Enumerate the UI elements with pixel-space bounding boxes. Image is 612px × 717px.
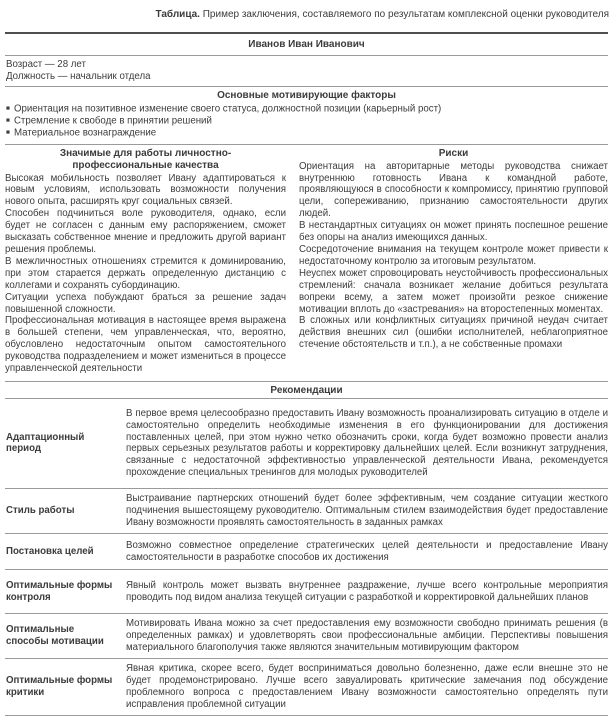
- rec-label: Адаптационный период: [5, 399, 126, 489]
- recommendations-title: Рекомендации: [270, 384, 343, 396]
- bullet-text: Ориентация на позитивное изменение своего статуса, должностной позиции (карьерный рост): [13, 103, 442, 115]
- table-row: [5, 614, 608, 659]
- paragraph: Высокая мобильность позволяет Ивану адаптироваться к новым условиям, использовать возможности получения нового опыта, расширять круг социальных связей.: [5, 172, 286, 208]
- recommendations-header: [5, 382, 608, 399]
- square-bullet-icon: ■: [6, 129, 10, 137]
- rec-label: Оптимальные формы контроля: [5, 570, 126, 614]
- motivators-section: [5, 87, 608, 145]
- bullet-item: [6, 115, 608, 127]
- person-name: Иванов Иван Иванович: [5, 34, 608, 56]
- rec-label: Оптимальные способы мотивации: [5, 614, 126, 659]
- bullet-item: [6, 103, 608, 115]
- assessment-table: [5, 32, 608, 717]
- paragraph: Ориентация на авторитарные методы руководства снижает внутреннюю готовность Ивана к командной работе, проявляющуюся в способности к компромиссу, принятию групповой цели, сопереживанию, признанию самостоятельности других людей.: [299, 160, 608, 220]
- paragraph: Сосредоточение внимания на текущем контроле может привести к недостаточному контролю за итоговым результатом.: [299, 244, 608, 267]
- qualities-risks-section: [5, 145, 608, 382]
- rec-text: Явный контроль может вызвать внутреннее раздражение, лучше всего контрольные мероприятия проводить под видом анализа текущей ситуации с разработкой и корректировкой дальнейших планов: [126, 570, 608, 614]
- rec-label: Оптимальные формы критики: [5, 658, 126, 715]
- table-row: [5, 489, 608, 534]
- risks-column: [299, 145, 608, 377]
- table-row: [5, 570, 608, 614]
- bullet-item: [6, 127, 608, 139]
- table-caption: [0, 0, 612, 32]
- square-bullet-icon: ■: [6, 116, 10, 124]
- rec-text: Возможно совместное определение стратегических целей деятельности и предоставление Ивану самостоятельности в разработке способов их достижения: [126, 534, 608, 570]
- position-line: Должность — начальник отдела: [6, 70, 151, 82]
- paragraph: Ситуации успеха побуждают браться за решение задач повышенной сложности.: [5, 291, 286, 315]
- paragraph: В нестандартных ситуациях он может принять поспешное решение без опоры на анализ имеющихся данных.: [299, 220, 608, 244]
- rec-text: Мотивировать Ивана можно за счет предоставления ему возможности свободно принимать решения (в определенных рамках) и удовлетворять свои профессиональные амбиции. Перспективы повышения материального благополучия также являются значительным мотивирующим фактором: [126, 614, 608, 659]
- rec-label: Постановка целей: [5, 534, 126, 570]
- square-bullet-icon: ■: [6, 104, 10, 112]
- motivators-title: Основные мотивирующие факторы: [217, 89, 396, 101]
- risks-title: Риски: [438, 147, 469, 159]
- rec-text: Выстраивание партнерских отношений будет более эффективным, чем создание ситуации жесткого подчинения вышестоящему руководителю. Оптимальным стилем взаимодействия будет предоставление Ивану возможности проявлять самостоятельность в заданных рамках: [126, 489, 608, 534]
- caption-text: Пример заключения, составляемого по результатам комплексной оценки руководителя: [202, 9, 609, 20]
- age-line: Возраст — 28 лет: [6, 58, 86, 70]
- rec-label: Стиль работы: [5, 489, 126, 534]
- motivators-list: [5, 103, 608, 144]
- table-row: [5, 534, 608, 570]
- qualities-column: [5, 145, 286, 377]
- table-row: [5, 658, 608, 715]
- person-details: [5, 56, 608, 87]
- rec-text: В первое время целесообразно предоставить Ивану возможность проанализировать ситуацию в отделе и самостоятельно определить необходимые изменения в его функционировании для достижения поставленных целей, при этом нужно четко обозначить сроки, когда будет возможно провести анализ первых серьезных результатов работы и корректировку дальнейших целей. Если возникнут затруднения, связанные с недостаточной эффективностью управленческой деятельности Ивана, рекомендуется прохождение специальных тренингов для молодых руководителей: [126, 399, 608, 489]
- table-row: [5, 399, 608, 489]
- paragraph: Способен подчиниться воле руководителя, однако, если будет не согласен с данным ему распоряжением, сможет высказать собственное мнение и предложить другой вариант решения проблемы.: [5, 208, 286, 255]
- paragraph: Профессиональная мотивация в настоящее время выражена в большей степени, чем управленческая, что, вероятно, обусловлено недостаточным опытом самостоятельного руководства подразделением и может измениться в процессе управленческой деятельности: [5, 315, 286, 375]
- paragraph: В межличностных отношениях стремится к доминированию, при этом старается держать определенную дистанцию с коллегами и сохранять субординацию.: [5, 255, 286, 291]
- bullet-text: Стремление к свободе в принятии решений: [13, 115, 212, 127]
- bullet-text: Материальное вознаграждение: [13, 127, 157, 139]
- qualities-title: Значимые для работы личностно-профессиональные качества: [59, 147, 232, 171]
- recommendations-table: [5, 399, 608, 716]
- rec-text: Явная критика, скорее всего, будет восприниматься довольно болезненно, даже если внешне это не будет продемонстрировано. Лучше всего завуалировать критические замечания под обсуждение проблемного вопроса с предоставлением Ивану возможности самостоятельно определять пути исправления проблемной ситуации: [126, 658, 608, 715]
- paragraph: В сложных или конфликтных ситуациях причиной неудач считает действия внешних сил (ошибки исполнителей, неблагоприятное стечение обстоятельств и т.п.), а не собственные промахи: [299, 315, 608, 351]
- caption-label: Таблица.: [155, 9, 200, 20]
- paragraph: Неуспех может спровоцировать неустойчивость профессиональных стремлений: сначала возникает желание добиться результата вопреки всему, а затем может произойти резкое снижение мотивации вплоть до «застревания» на второстепенных моментах.: [299, 267, 608, 315]
